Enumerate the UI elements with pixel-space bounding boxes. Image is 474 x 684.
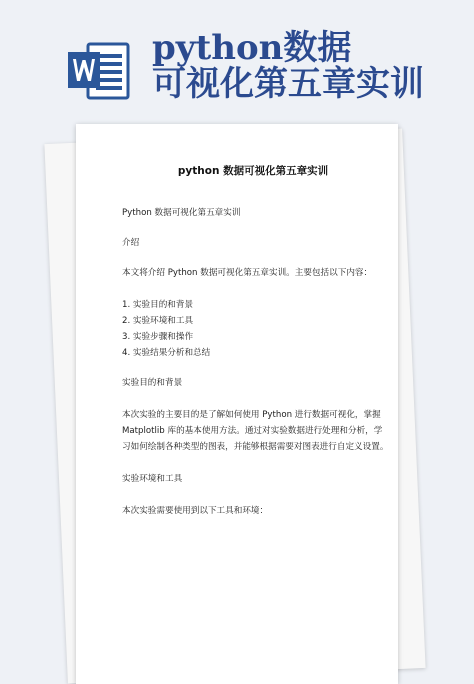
section-heading: 介绍 xyxy=(122,238,140,248)
banner-title xyxy=(152,30,424,102)
section-heading: 实验目的和背景 xyxy=(122,378,183,388)
document-paragraph: 本文将介绍 Python 数据可视化第五章实训。主要包括以下内容： xyxy=(122,268,373,278)
document-paragraph: 习如何绘制各种类型的图表，并能够根据需要对图表进行自定义设置。 xyxy=(122,442,389,452)
list-item: 2. 实验环境和工具 xyxy=(122,316,194,326)
header-banner xyxy=(0,0,474,140)
document-page xyxy=(76,124,398,684)
banner-title-line: python数据 xyxy=(152,28,352,68)
list-item: 3. 实验步骤和操作 xyxy=(122,332,194,342)
list-item: 4. 实验结果分析和总结 xyxy=(122,348,211,358)
list-item: 1. 实验目的和背景 xyxy=(122,300,194,310)
document-paragraph: 本次实验需要使用到以下工具和环境： xyxy=(122,506,269,516)
word-document-icon xyxy=(66,40,130,102)
section-heading: 实验环境和工具 xyxy=(122,474,183,484)
document-title: python 数据可视化第五章实训 xyxy=(177,165,329,177)
document-paragraph: Matplotlib 库的基本使用方法。通过对实验数据进行处理和分析，学 xyxy=(122,426,383,436)
banner-title-line: 可视化第五章实训 xyxy=(152,64,424,104)
document-paragraph: Python 数据可视化第五章实训 xyxy=(122,208,241,218)
document-paragraph: 本次实验的主要目的是了解如何使用 Python 进行数据可视化，掌握 xyxy=(122,410,381,420)
